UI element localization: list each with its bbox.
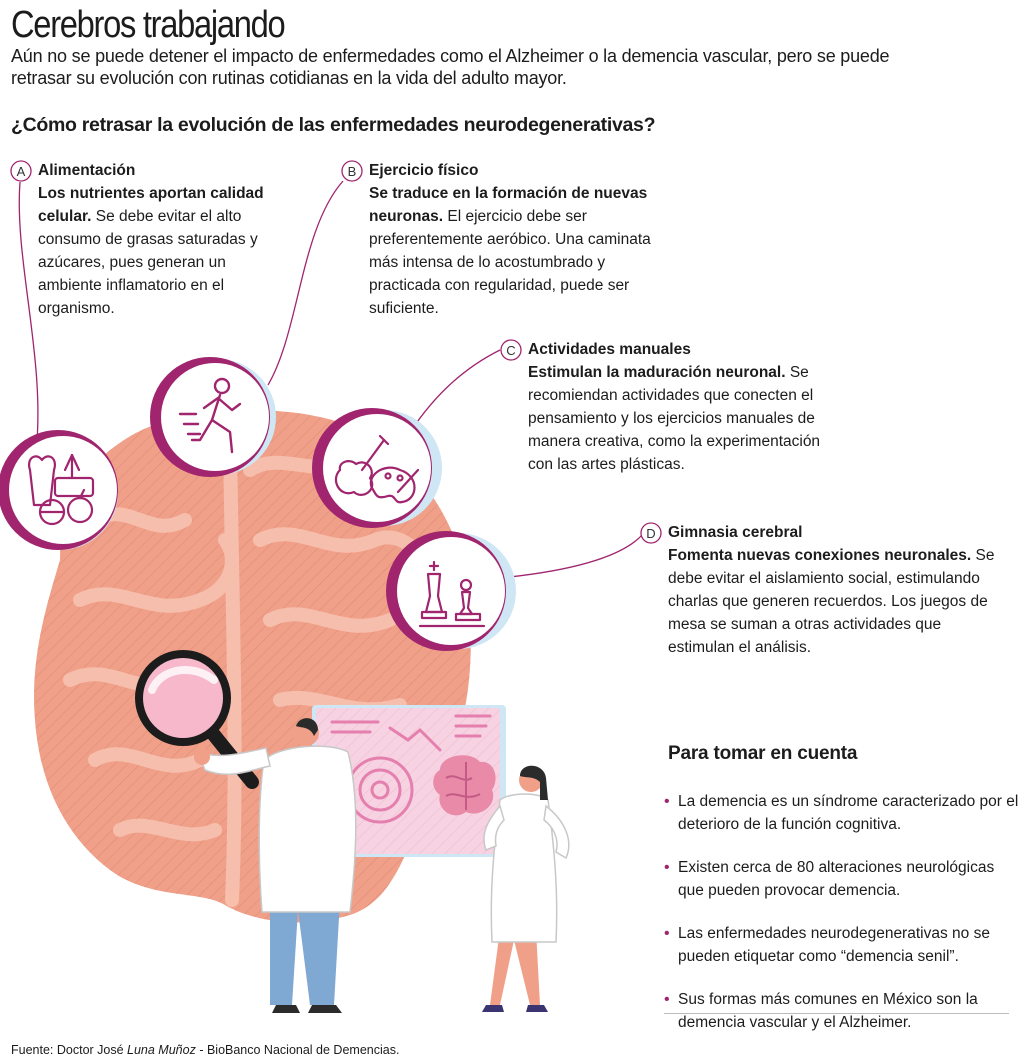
tip-item: • Sus formas más comunes en México son la demencia vascular y el Alzheimer. <box>664 988 1020 1034</box>
svg-text:B: B <box>347 164 357 179</box>
item-a <box>38 159 278 320</box>
item-b-text: El ejercicio debe ser preferentemente aeróbico. Una caminata más intensa de lo acostumbrado y practicada con regularidad, puede ser suficiente. <box>369 208 651 317</box>
item-b-name: Ejercicio físico <box>369 162 479 179</box>
source-note: Fuente: Doctor José Luna Muñoz - BioBanco Nacional de Demencias. <box>11 1043 400 1057</box>
subtitle: Aún no se puede detener el impacto de enfermedades como el Alzheimer o la demencia vascular, pero se puede retrasar su evolución con rutinas cotidianas en la vida del adulto mayor. <box>11 46 890 88</box>
runner-icon <box>150 357 276 477</box>
svg-text:C: C <box>506 343 516 358</box>
svg-text:A: A <box>16 164 26 179</box>
item-c-name: Actividades manuales <box>528 341 691 358</box>
item-d-text: Se debe evitar el aislamiento social, estimulando charlas que generen recuerdos. Los juegos de mesa se suman a otras actividades que estimulan el análisis. <box>668 547 995 656</box>
badge-b <box>342 161 362 181</box>
item-a-text: Se debe evitar el alto consumo de grasas saturadas y azúcares, pues generan un ambiente inflamatorio en el organismo. <box>38 208 258 317</box>
item-d <box>668 521 998 659</box>
svg-text:D: D <box>646 526 656 541</box>
item-a-lead: Los nutrientes aportan calidad celular. <box>38 185 264 225</box>
item-c <box>528 338 848 476</box>
tip-item: • La demencia es un síndrome caracterizado por el deterioro de la función cognitiva. <box>664 790 1020 836</box>
badge-c <box>501 340 521 360</box>
tips-title: Para tomar en cuenta <box>668 743 858 764</box>
guitar-palette-icon <box>312 408 442 528</box>
item-d-name: Gimnasia cerebral <box>668 524 803 541</box>
tips-list <box>664 790 1020 1054</box>
item-c-text: Se recomiendan actividades que conecten el pensamiento y los ejercicios manuales de manera creativa, como la experimentación con las artes plásticas. <box>528 364 821 473</box>
chess-icon <box>386 531 516 651</box>
badge-a <box>11 161 31 181</box>
question-heading: ¿Cómo retrasar la evolución de las enfermedades neurodegenerativas? <box>11 114 656 136</box>
item-a-name: Alimentación <box>38 162 136 179</box>
badge-d <box>641 523 661 543</box>
item-d-lead: Fomenta nuevas conexiones neuronales. <box>668 547 972 564</box>
item-c-lead: Estimulan la maduración neuronal. <box>528 364 786 381</box>
tip-item: • Las enfermedades neurodegenerativas no se pueden etiquetar como “demencia senil”. <box>664 922 1020 968</box>
item-b <box>369 159 679 320</box>
tips-separator <box>664 1013 1009 1014</box>
tip-item: • Existen cerca de 80 alteraciones neurológicas que pueden provocar demencia. <box>664 856 1020 902</box>
food-icon <box>0 430 118 550</box>
item-b-lead: Se traduce en la formación de nuevas neuronas. <box>369 185 648 225</box>
title: Cerebros trabajando <box>11 4 285 46</box>
